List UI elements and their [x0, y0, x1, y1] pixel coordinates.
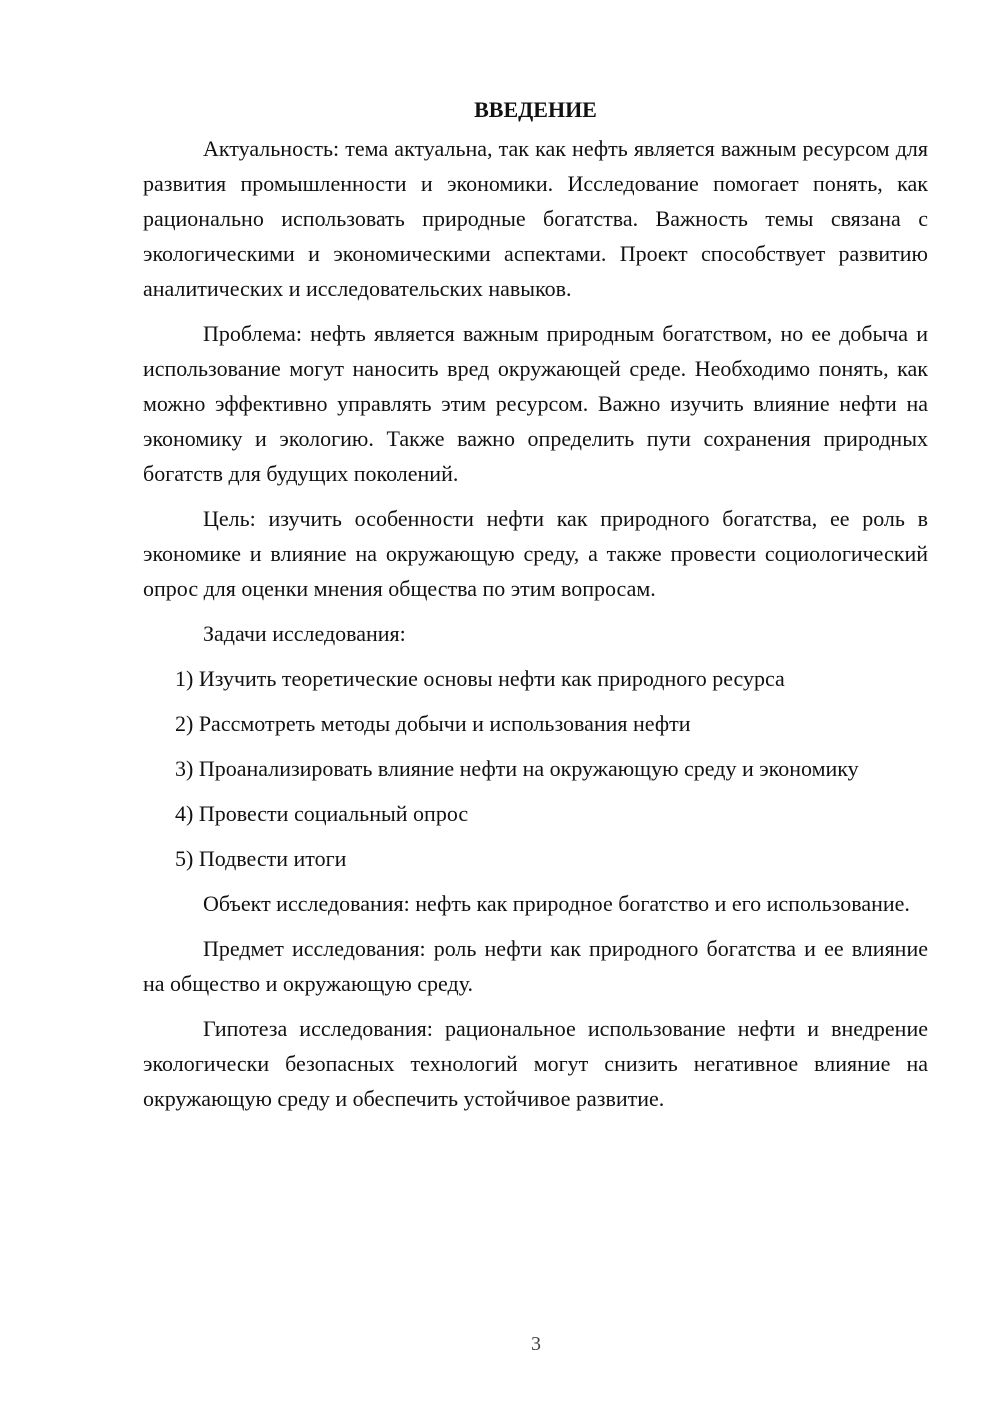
- page-number: 3: [531, 1333, 541, 1355]
- page-title: ВВЕДЕНИЕ: [474, 97, 597, 122]
- task-item: 5) Подвести итоги: [175, 846, 347, 871]
- paragraph-relevance: Актуальность: тема актуальна, так как нефть является важным ресурсом для развития промышленности и экономики. Исследование помогает понять, как рационально использовать природные богатства. Важность темы связана с экологическими и экономическими аспектами. Проект способствует развитию аналитических и исследовательских навыков.: [143, 136, 928, 301]
- paragraph-object: Объект исследования: нефть как природное богатство и его использование.: [203, 891, 910, 916]
- paragraph-goal: Цель: изучить особенности нефти как природного богатства, ее роль в экономике и влияние на окружающую среду, а также провести социологический опрос для оценки мнения общества по этим вопросам.: [143, 506, 928, 601]
- task-item: 4) Провести социальный опрос: [175, 801, 469, 826]
- paragraph-problem: Проблема: нефть является важным природным богатством, но ее добыча и использование могут наносить вред окружающей среде. Необходимо понять, как можно эффективно управлять этим ресурсом. Важно изучить влияние нефти на экономику и экологию. Также важно определить пути сохранения природных богатств для будущих поколений.: [143, 321, 928, 486]
- task-item: 3) Проанализировать влияние нефти на окружающую среду и экономику: [175, 756, 859, 781]
- task-item: 2) Рассмотреть методы добычи и использования нефти: [175, 711, 691, 736]
- task-item: 1) Изучить теоретические основы нефти как природного ресурса: [175, 666, 785, 691]
- tasks-title: Задачи исследования:: [203, 621, 406, 646]
- page-content: [143, 92, 928, 1126]
- paragraph-subject: Предмет исследования: роль нефти как природного богатства и ее влияние на общество и окружающую среду.: [143, 936, 928, 996]
- paragraph-hypothesis: Гипотеза исследования: рациональное использование нефти и внедрение экологически безопасных технологий могут снизить негативное влияние на окружающую среду и обеспечить устойчивое развитие.: [143, 1016, 928, 1111]
